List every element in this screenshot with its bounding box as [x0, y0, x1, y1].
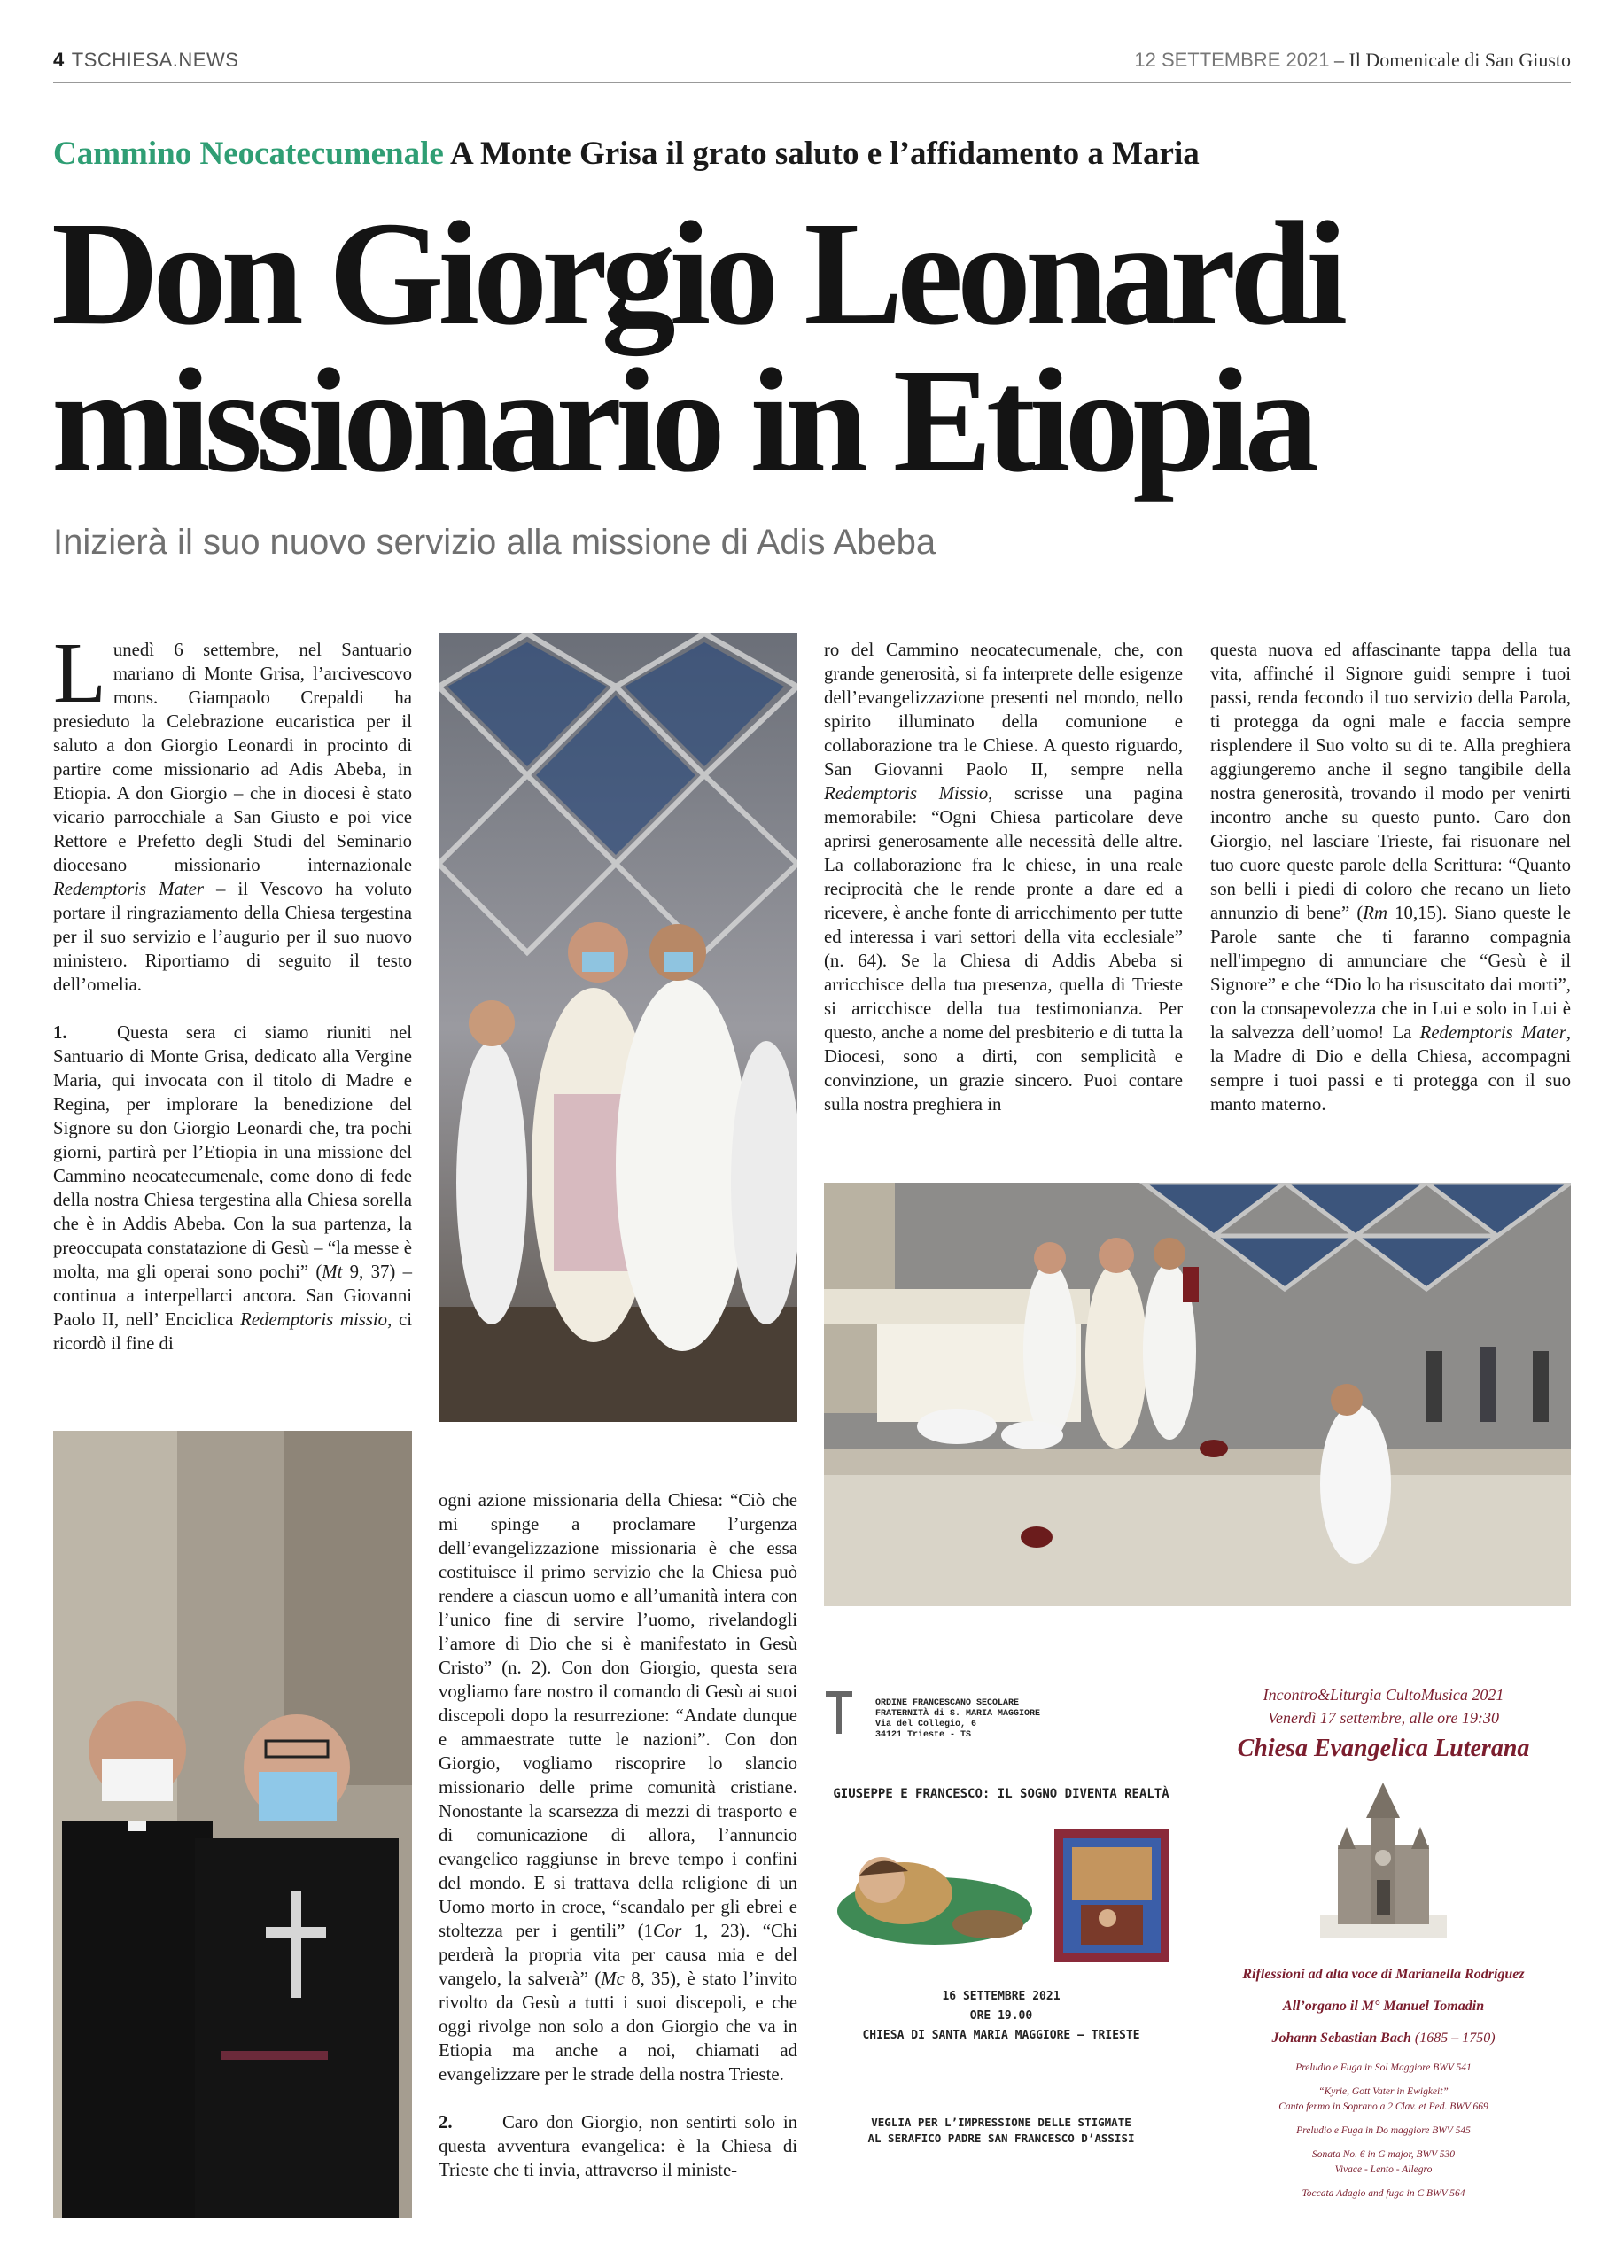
franciscan-tau-logo [824, 1688, 854, 1737]
lutheran-reflections: Riflessioni ad alta voce di Marianella Rodriguez [1242, 1967, 1525, 1982]
col2-text-c: 8, 35), è stato l’invito rivolto da Gesù a tutti i suoi discepoli, e che oggi rivolge non solo a don Giorgio che va in Etiopia ma anche a noi, chiamati ad evangelizzare per le strade della nostra Trieste. [439, 1969, 797, 2085]
franciscan-time: ORE 19.00 [969, 2009, 1033, 2023]
programme-piece-2-detail: Canto fermo in Soprano a 2 Clav. et Ped. BWV 669 [1278, 2101, 1488, 2112]
header-rule [53, 82, 1571, 83]
kicker-text: A Monte Grisa il grato saluto e l’affidamento a Maria [450, 136, 1200, 172]
col4-text-b: 10,15). Siano queste le Parole sante che ti faranno compagnia nell'impegno di annunciare che “Gesù è il Signore” e che “Dio lo ha risuscitato dai morti”, con la consapevolezza che in Lui e solo in Lui è la salvezza dell’uomo! La [1210, 903, 1572, 1043]
article-subtitle: Inizierà il suo nuovo servizio alla missione di Adis Abeba [53, 523, 936, 562]
franciscan-place: CHIESA DI SANTA MARIA MAGGIORE – TRIESTE [862, 2029, 1140, 2042]
col2-italic-b: Mc [601, 1969, 625, 1989]
col1-text-e: , ci ricordò il fine di [53, 1309, 412, 1354]
lutheran-series: Incontro&Liturgia CultoMusica 2021 [1263, 1686, 1504, 1704]
article-headline [51, 191, 1575, 503]
col1-text-d: 9, 37) – continua a interpellarci ancora. San Giovanni Paolo II, nell’ Enciclica [53, 1262, 412, 1330]
franciscan-date: 16 SETTEMBRE 2021 [942, 1990, 1061, 2003]
col1-italic-b: Mt [322, 1262, 343, 1282]
col3-italic-a: Redemptoris Missio [824, 783, 989, 804]
saint-francis-fresco-image [1054, 1829, 1169, 1962]
page-number: 4 [53, 49, 65, 71]
col4-italic-b: Redemptoris Mater [1419, 1022, 1566, 1043]
franciscan-footer-2: AL SERAFICO PADRE SAN FRANCESCO D’ASSISI [867, 2132, 1135, 2145]
col2-text-d: Caro don Giorgio, non sentirti solo in questa avventura evangelica: è la Chiesa di Trieste che ti invia, attraverso il ministe- [439, 2112, 797, 2180]
org-line-1: ORDINE FRANCESCANO SECOLARE [875, 1698, 1020, 1708]
programme-piece-4-movements: Vivace - Lento - Allegro [1334, 2164, 1433, 2175]
franciscan-footer-1: VEGLIA PER L’IMPRESSIONE DELLE STIGMATE [871, 2116, 1131, 2129]
photo-two-priests-portrait [53, 1431, 412, 2218]
col1-italic-c: Redemptoris missio [240, 1309, 388, 1330]
programme-piece-4-title: Sonata No. 6 in G major, BWV 530 [1311, 2149, 1456, 2160]
kicker-section: Cammino Neocatecumenale [53, 136, 444, 172]
col2-italic-a: Cor [652, 1921, 682, 1941]
lutheran-programme [1196, 2061, 1571, 2202]
drop-cap: L [53, 625, 106, 721]
col1-text-a: unedì 6 settembre, nel Santuario mariano di Monte Grisa, l’arcivescovo mons. Giampaolo Crepaldi ha presieduto la Celebrazione eucaristica per il saluto a don Giorgio Leonardi in procinto di partire come missionario ad Adis Abeba, in Etiopia. A don Giorgio – che in diocesi è stato vicario parrocchiale a San Giusto e poi vice Rettore e Prefetto degli Studi del Seminario diocesano missionario internazionale [53, 640, 412, 875]
lutheran-datetime: Venerdì 17 settembre, alle ore 19:30 [1268, 1709, 1499, 1727]
photo-kneeling-before-altar [824, 1183, 1571, 1606]
composer-name: Johann Sebastian Bach [1271, 2031, 1411, 2046]
article-column-4 [1210, 638, 1571, 1116]
lutheran-heading [1196, 1683, 1571, 1729]
photo-embrace-at-altar [439, 633, 797, 1422]
col4-italic-a: Rm [1363, 903, 1387, 923]
col1-text-b: – il Vescovo ha voluto portare il ringraziamento della Chiesa tergestina per il suo servizio e l’augurio per il suo nuovo ministero. Riportiamo di seguito il testo dell’omelia. [53, 879, 412, 995]
header-separator: – [1329, 49, 1349, 71]
article-column-3 [824, 638, 1183, 1116]
franciscan-org-block [875, 1698, 1040, 1741]
programme-piece-2-title: “Kyrie, Gott Vater in Ewigkeit” [1318, 2086, 1449, 2097]
article-column-2 [439, 1488, 797, 2182]
composer-years: (1685 – 1750) [1410, 2031, 1496, 2046]
lutheran-organist: All’organo il M° Manuel Tomadin [1282, 1999, 1485, 2014]
lutheran-church-illustration [1320, 1783, 1447, 1938]
col1-italic-a: Redemptoris Mater [53, 879, 204, 899]
section-number-1: 1. [53, 1022, 67, 1043]
franciscan-event-details [824, 1987, 1178, 2046]
article-column-1 [53, 625, 412, 1355]
issue-date: 12 SETTEMBRE 2021 [1134, 49, 1330, 71]
col1-text-c: Questa sera ci siamo riuniti nel Santuario di Monte Grisa, dedicato alla Vergine Maria, qui invocata con il titolo di Madre e Regina, per implorare la benedizione del Signore su don Giorgio Leonardi che, tra pochi giorni, partirà per l’Etiopia in una missione del Cammino neocatecumenale, come dono di fede della nostra Chiesa tergestina alla Chiesa sorella che è in Addis Abeba. Con la sua partenza, la preoccupata constatazione di Gesù – “la messe è molta, ma gli operai sono pochi” ( [53, 1022, 412, 1282]
flyer-lutheran-concert [1196, 1683, 1571, 2206]
lutheran-composer [1196, 2031, 1571, 2047]
col3-text-b: , scrisse una pagina memorabile: “Ogni Chiesa particolare deve aprirsi generosamente alle necessità delle altre. La collaborazione fra le chiese, in una reale reciprocità che le rende pronte a dare ed a ricevere, è anche fonte di arricchimento per tutte ed interessa i vari settori della vita ecclesiale” (n. 64). Se la Chiesa di Addis Abeba si arricchisce della tua presenza, quella di Trieste si arricchisce della tua testimonianza. Per questo, anche a nome del presbiterio e di tutta la Diocesi, sono a dirti, con semplicità e convinzione, un grazie sincero. Puoi contare sulla nostra preghiera in [824, 783, 1183, 1115]
article-kicker [53, 135, 1200, 173]
lutheran-church-title: Chiesa Evangelica Luterana [1237, 1735, 1530, 1762]
franciscan-title: GIUSEPPE E FRANCESCO: IL SOGNO DIVENTA REALTÀ [833, 1787, 1169, 1801]
section-number-2: 2. [439, 2112, 453, 2132]
col2-text-b: 1, 23). “Chi perderà la propria vita per causa mia e del vangelo, la salverà” ( [439, 1921, 797, 1989]
programme-piece-5: Toccata Adagio and fuga in C BWV 564 [1302, 2188, 1465, 2199]
col4-text-c: , la Madre di Dio e della Chiesa, accompagni sempre i tuoi passi e ti protegga con il suo manto materno. [1210, 1022, 1571, 1115]
col2-text-a: ogni azione missionaria della Chiesa: “Ciò che mi spinge a proclamare l’urgenza dell’evangelizzazione missionaria è che essa costituisce il primo servizio che la Chiesa può rendere a ciascun uomo e all’umanità intera con l’unico fine di servire l’uomo, rivelandogli l’amore di Dio che si è manifestato in Gesù Cristo” (n. 2). Con don Giorgio, questa sera vogliamo fare nostro il comando di Gesù ai suoi discepoli dopo la resurrezione: “Andate dunque e ammaestrate tutte le nazioni”. Con don Giorgio, vogliamo riscoprire lo slancio missionario delle prime comunità cristiane. Nonostante la scarsezza di mezzi di trasporto e di comunicazione di allora, l’annuncio evangelico raggiunse in breve tempo i confini del mondo. E si trattava della religione di un Uomo morto in croce, “scandalo per gli ebrei e stoltezza per i gentili” (1 [439, 1490, 797, 1941]
col3-text-a: ro del Cammino neocatecumenale, che, con grande generosità, si fa interprete delle esigenze dell’evangelizzazione presenti nel mondo, nello spirito illuminato della comunione e collaborazione tra le Chiese. A questo riguardo, San Giovanni Paolo II, sempre nella [824, 640, 1183, 780]
page-header-right [1134, 49, 1571, 72]
flyer-franciscan-vigil [824, 1688, 1178, 2166]
col4-text-a: questa nuova ed affascinante tappa della tua vita, affinché il Signore guidi sempre i tuoi passi, renda fecondo il tuo servizio della Parola, ti protegga da ogni male e faccia sempre risplendere il Suo volto su di te. Alla preghiera aggiungeremo anche il segno tangibile della nostra generosità, trovando il modo per venirti incontro anche su questo punto. Caro don Giorgio, nel lasciare Trieste, fai risuonare nel tuo cuore queste parole della Scrittura: “Quanto son belli i piedi di coloro che recano un lieto annunzio di bene” ( [1210, 640, 1571, 923]
site-name: TSCHIESA.NEWS [71, 49, 239, 71]
programme-piece-1: Preludio e Fuga in Sol Maggiore BWV 541 [1295, 2062, 1472, 2073]
page-header-left [53, 49, 238, 72]
org-line-2: FRATERNITÀ di S. MARIA MAGGIORE [875, 1709, 1041, 1719]
franciscan-footer [824, 2115, 1178, 2147]
sleeping-saint-joseph-image [833, 1831, 1037, 1946]
org-line-3: Via del Collegio, 6 [875, 1720, 977, 1729]
headline-line-2: missionario in Etiopia [51, 338, 1313, 503]
publication-name: Il Domenicale di San Giusto [1348, 49, 1571, 71]
org-line-4: 34121 Trieste - TS [875, 1730, 972, 1740]
headline-line-1: Don Giorgio Leonardi [51, 191, 1342, 356]
programme-piece-3: Preludio e Fuga in Do maggiore BWV 545 [1296, 2125, 1471, 2136]
